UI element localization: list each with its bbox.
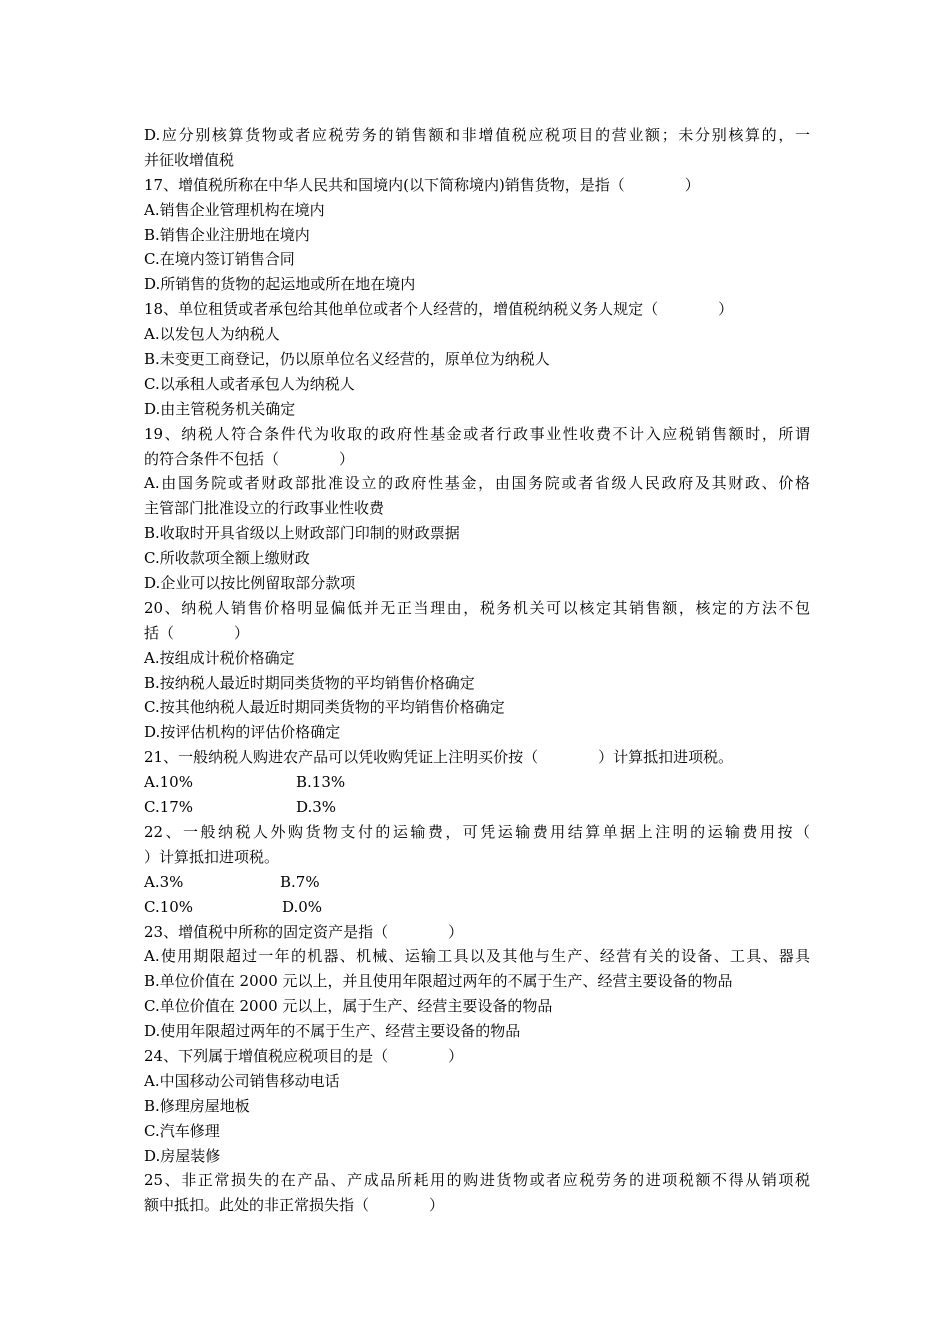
text-line: C.以承租人或者承包人为纳税人 (144, 374, 355, 393)
text-line: A.销售企业管理机构在境内 (144, 200, 325, 219)
text-line: A.中国移动公司销售移动电话 (144, 1071, 340, 1090)
option-row (144, 895, 810, 920)
text-line: C.按其他纳税人最近时期同类货物的平均销售价格确定 (144, 698, 505, 717)
text-line: 主管部门批准设立的行政事业性收费 (144, 499, 385, 518)
text-line: 24、下列属于增值税应税项目的是（ ） (144, 1046, 464, 1065)
text-line: B.按纳税人最近时期同类货物的平均销售价格确定 (144, 673, 475, 692)
option-text: C.17% (144, 798, 194, 817)
text-line: C.单位价值在 2000 元以上，属于生产、经营主要设备的物品 (144, 997, 553, 1016)
text-line: D.所销售的货物的起运地或所在地在境内 (144, 275, 416, 294)
text-line: A.使用期限超过一年的机器、机械、运输工具以及其他与生产、经营有关的设备、工具、器具 (144, 947, 810, 966)
questions-23-25 (144, 920, 810, 1219)
document-page (144, 123, 810, 1218)
text-line: 额中抵扣。此处的非正常损失指（ ） (144, 1196, 445, 1215)
options-22 (144, 870, 810, 920)
text-line: 18、单位租赁或者承包给其他单位或者个人经营的，增值税纳税义务人规定（ ） (144, 300, 734, 319)
text-line: B.修理房屋地板 (144, 1096, 250, 1115)
option-text: B.13% (296, 773, 346, 792)
text-line: 23、增值税中所称的固定资产是指（ ） (144, 922, 464, 941)
text-line: 19、纳税人符合条件代为收取的政府性基金或者行政事业性收费不计入应税销售额时，所谓 (144, 424, 810, 443)
options-21 (144, 770, 810, 820)
option-text: A.3% (144, 872, 184, 891)
text-line: A.由国务院或者财政部批准设立的政府性基金，由国务院或者省级人民政府及其财政、价格 (144, 474, 810, 493)
text-line: B.单位价值在 2000 元以上，并且使用年限超过两年的不属于生产、经营主要设备的物品 (144, 972, 733, 991)
text-line: A.按组成计税价格确定 (144, 648, 295, 667)
text-line: D.使用年限超过两年的不属于生产、经营主要设备的物品 (144, 1022, 521, 1041)
option-row (144, 870, 810, 895)
text-line: C.所收款项全额上缴财政 (144, 549, 310, 568)
text-line: A.以发包人为纳税人 (144, 325, 280, 344)
text-line: D.按评估机构的评估价格确定 (144, 723, 341, 742)
text-line: D.企业可以按比例留取部分款项 (144, 574, 356, 593)
option-row (144, 770, 810, 795)
option-text: D.3% (296, 798, 337, 817)
option-text: C.10% (144, 897, 194, 916)
text-line: 22、一般纳税人外购货物支付的运输费，可凭运输费用结算单据上注明的运输费用按（ (144, 822, 810, 841)
text-line: C.在境内签订销售合同 (144, 250, 295, 269)
text-line: D.房屋装修 (144, 1146, 221, 1165)
text-line: 并征收增值税 (144, 150, 235, 169)
questions-17-21 (144, 123, 810, 770)
text-line: 20、纳税人销售价格明显偏低并无正当理由，税务机关可以核定其销售额，核定的方法不包 (144, 598, 810, 617)
text-line: B.收取时开具省级以上财政部门印制的财政票据 (144, 524, 460, 543)
option-row (144, 795, 810, 820)
text-line: D.应分别核算货物或者应税劳务的销售额和非增值税应税项目的营业额；未分别核算的，一 (144, 126, 810, 144)
text-line: 25、非正常损失的在产品、产成品所耗用的购进货物或者应税劳务的进项税额不得从销项税 (144, 1171, 810, 1190)
text-line: B.未变更工商登记，仍以原单位名义经营的，原单位为纳税人 (144, 350, 550, 369)
text-line: B.销售企业注册地在境内 (144, 225, 310, 244)
text-line: D.由主管税务机关确定 (144, 399, 296, 418)
option-text: A.10% (144, 773, 193, 792)
text-line: 21、一般纳税人购进农产品可以凭收购凭证上注明买价按（ ）计算抵扣进项税。 (144, 748, 734, 767)
option-text: D.0% (282, 897, 323, 916)
text-line: 17、增值税所称在中华人民共和国境内(以下简称境内)销售货物，是指（ ） (144, 175, 700, 194)
text-line: C.汽车修理 (144, 1121, 220, 1140)
option-text: B.7% (280, 872, 320, 891)
question-22 (144, 820, 810, 870)
text-line: 括（ ） (144, 623, 250, 642)
text-line: ）计算抵扣进项税。 (144, 847, 280, 866)
text-line: 的符合条件不包括（ ） (144, 449, 355, 468)
